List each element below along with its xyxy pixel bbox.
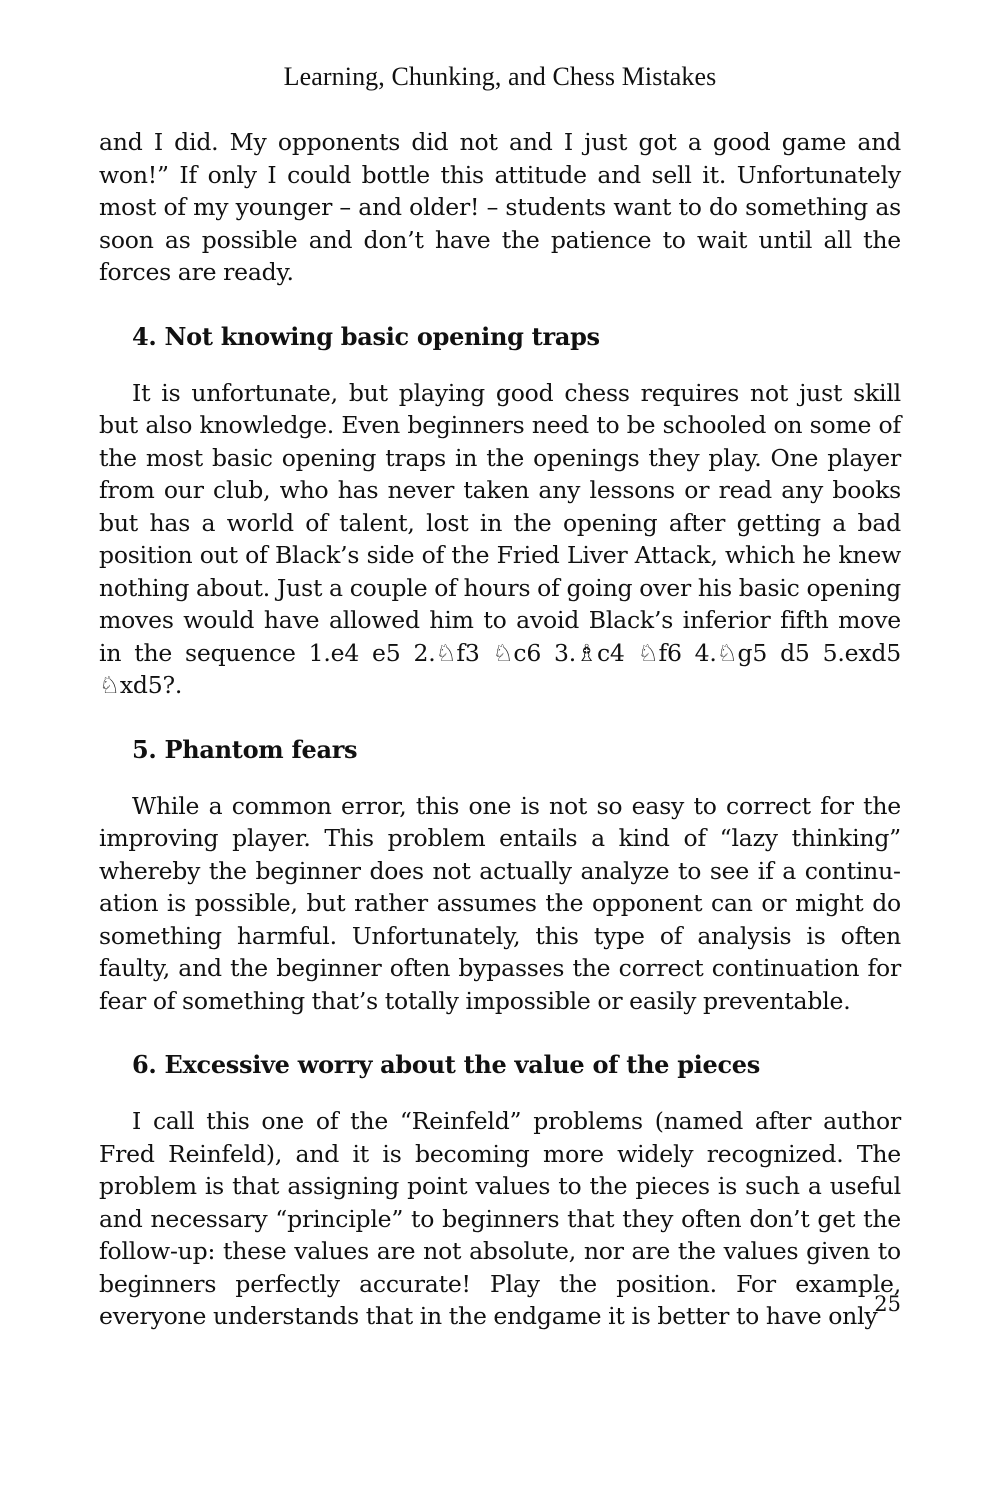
section-heading-piece-values: 6. Excessive worry about the value of the pieces	[132, 1050, 760, 1079]
paragraph-opening-traps: It is unfortunate, but playing good chess requires not just skill but also knowledge. Even beginners need to be schooled on some of the most basic opening traps in the openings they play. One player from our club, who has never taken any lessons or read any books but has a world of talent, lost in the opening after getting a bad position out of Black’s side of the Fried Liver Attack, which he knew nothing about. Just a couple of hours of going over his basic opening moves would have allowed him to avoid Black’s inferior fifth move in the sequence 1.e4 e5 2.♘f3 ♘c6 3.♗c4 ♘f6 4.♘g5 d5 5.exd5 ♘xd5?.	[99, 378, 901, 699]
paragraph-phantom-fears: While a common error, this one is not so easy to correct for the improving player. This problem entails a kind of “lazy thinking” whereby the beginner does not actually analyze to see if a continuation is possible, but rather assumes the opponent can or might do something harmful. Unfortunately, this type of analysis is often faulty, and the beginner often bypasses the correct continuation for fear of something that’s totally impossible or easily preventable.	[99, 791, 901, 1015]
paragraph-piece-values: I call this one of the “Reinfeld” problems (named after author Fred Reinfeld), and it is becoming more widely recognized. The problem is that assigning point values to the pieces is such a useful and necessary “principle” to beginners that they often don’t get the follow-up: these values are not absolute, nor are the values given to beginners perfectly accurate! Play the position. For example, everyone understands that in the endgame it is better to have only	[99, 1107, 901, 1330]
intro-paragraph: and I did. My opponents did not and I just got a good game and won!” If only I could bottle this attitude and sell it. Unfortunately most of my younger – and older! – students want to do something as soon as possible and don’t have the patience to wait until all the forces are ready.	[99, 128, 901, 286]
section-heading-opening-traps: 4. Not knowing basic opening traps	[132, 321, 600, 351]
section-heading-phantom-fears: 5. Phantom fears	[132, 734, 358, 764]
body-text	[99, 126, 901, 1333]
running-head: Learning, Chunking, and Chess Mistakes	[283, 62, 717, 91]
page-number: 25	[874, 1292, 901, 1316]
